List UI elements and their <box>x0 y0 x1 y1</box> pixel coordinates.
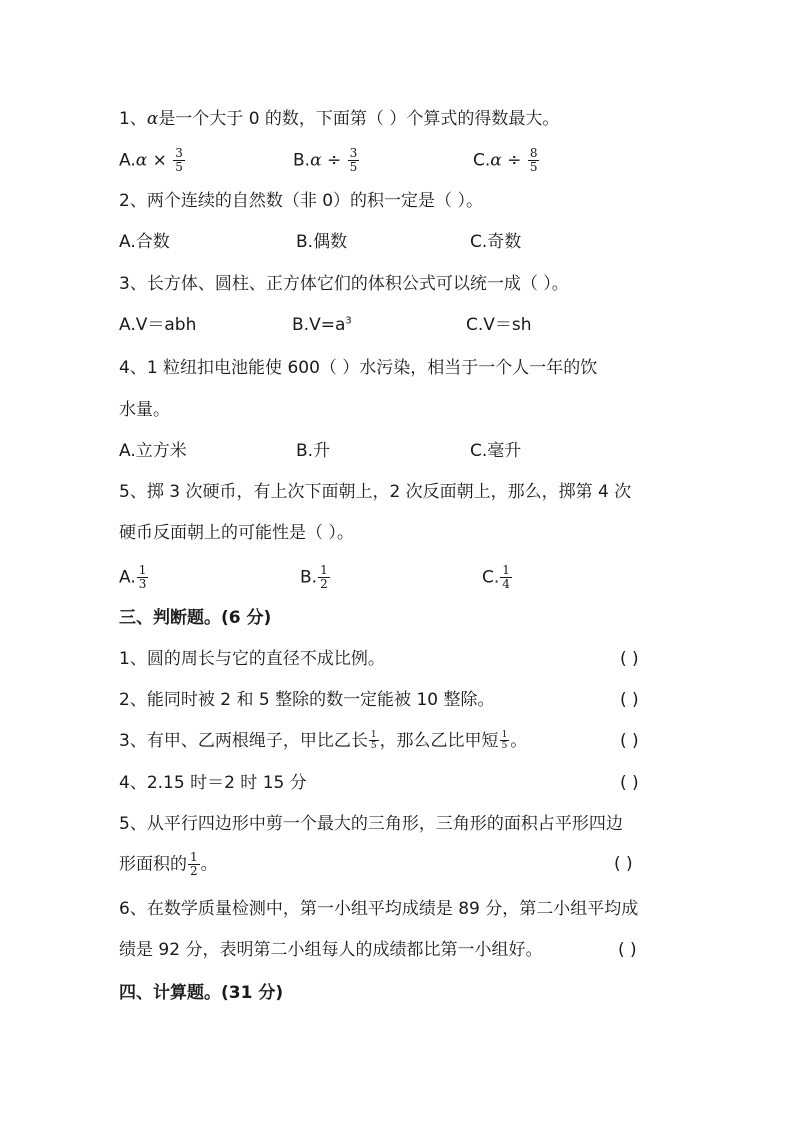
q5-option-a: A. $\frac{1}{3}$ <box>119 563 147 591</box>
q1-option-c: C.α ÷ $\frac{8}{5}$ <box>473 146 538 174</box>
section-calc-heading: 四、计算题。(31 分) <box>119 983 284 1003</box>
question-3: 3、长方体、圆柱、正方体它们的体积公式可以统一成（ ）。 <box>119 274 569 294</box>
section-judge-heading: 三、判断题。(6 分) <box>119 608 272 628</box>
answer-paren-6[interactable]: ( ) <box>618 940 637 960</box>
q5-option-b: B. $\frac{1}{2}$ <box>300 563 328 591</box>
q4-option-a: A.立方米 <box>119 441 187 461</box>
answer-paren-4[interactable]: ( ) <box>620 773 639 793</box>
q2-option-c: C.奇数 <box>470 232 522 252</box>
q2-option-a: A.合数 <box>119 232 170 252</box>
q1-option-a: A.α × $\frac{3}{5}$ <box>119 146 183 174</box>
judge-item-2: 2、能同时被 2 和 5 整除的数一定能被 10 整除。 <box>119 690 495 710</box>
question-5-line-2: 硬币反面朝上的可能性是（ ）。 <box>119 523 354 543</box>
q3-option-b: $B.V=a^3$ <box>292 315 352 335</box>
fraction: $\frac{3}{5}$ <box>349 146 358 174</box>
judge-item-3: 3、有甲、乙两根绳子，甲比乙长 $\frac{1}{5}$ ，那么乙比甲短 $\frac{1}{5}$ 。 <box>119 730 528 751</box>
judge-item-6-line-2: 绩是 92 分，表明第二小组每人的成绩都比第一小组好。 <box>119 940 543 960</box>
question-1-text: 是一个大于 0 的数，下面第（ ）个算式的得数最大。 <box>158 109 560 129</box>
question-4-line-2: 水量。 <box>119 400 170 420</box>
q1-option-b: B.α ÷ $\frac{3}{5}$ <box>293 146 358 174</box>
question-1-number: 1、 <box>119 109 147 129</box>
judge-item-6-line-1: 6、在数学质量检测中，第一小组平均成绩是 89 分，第二小组平均成 <box>119 899 639 919</box>
judge-item-1: 1、圆的周长与它的直径不成比例。 <box>119 649 385 669</box>
question-2: 2、两个连续的自然数（非 0）的积一定是（ ）。 <box>119 191 483 211</box>
answer-paren-5[interactable]: ( ) <box>614 854 633 874</box>
question-4-line-1: 4、1 粒纽扣电池能使 600（ ）水污染，相当于一个人一年的饮 <box>119 358 598 378</box>
q4-option-c: C.毫升 <box>470 441 522 461</box>
fraction: $\frac{1}{2}$ <box>320 563 328 591</box>
judge-item-5-line-1: 5、从平行四边形中剪一个最大的三角形，三角形的面积占平形四边 <box>119 814 623 834</box>
answer-paren-2[interactable]: ( ) <box>620 690 639 710</box>
fraction: $\frac{1}{5}$ <box>501 730 508 751</box>
fraction: $\frac{8}{5}$ <box>529 146 538 174</box>
fraction: $\frac{1}{2}$ <box>190 850 198 878</box>
q3-option-a: A.V＝abh <box>119 315 197 335</box>
fraction: $\frac{1}{3}$ <box>138 563 147 591</box>
fraction: $\frac{3}{5}$ <box>175 146 183 174</box>
question-5-line-1: 5、掷 3 次硬币，有上次下面朝上，2 次反面朝上，那么，掷第 4 次 <box>119 482 632 502</box>
answer-paren-1[interactable]: ( ) <box>620 649 639 669</box>
fraction: $\frac{1}{4}$ <box>502 563 510 591</box>
judge-item-5-line-2: 形面积的 $\frac{1}{2}$ 。 <box>119 850 218 878</box>
q2-option-b: B.偶数 <box>296 232 348 252</box>
fraction: $\frac{1}{5}$ <box>370 730 377 751</box>
q4-option-b: B.升 <box>296 441 331 461</box>
answer-paren-3[interactable]: ( ) <box>620 731 639 751</box>
question-1 <box>119 108 559 130</box>
q5-option-c: C. $\frac{1}{4}$ <box>482 563 510 591</box>
judge-item-4: 4、2.15 时＝2 时 15 分 <box>119 773 307 793</box>
alpha-symbol: α <box>146 109 159 129</box>
q3-option-c: C.V＝sh <box>466 315 532 335</box>
